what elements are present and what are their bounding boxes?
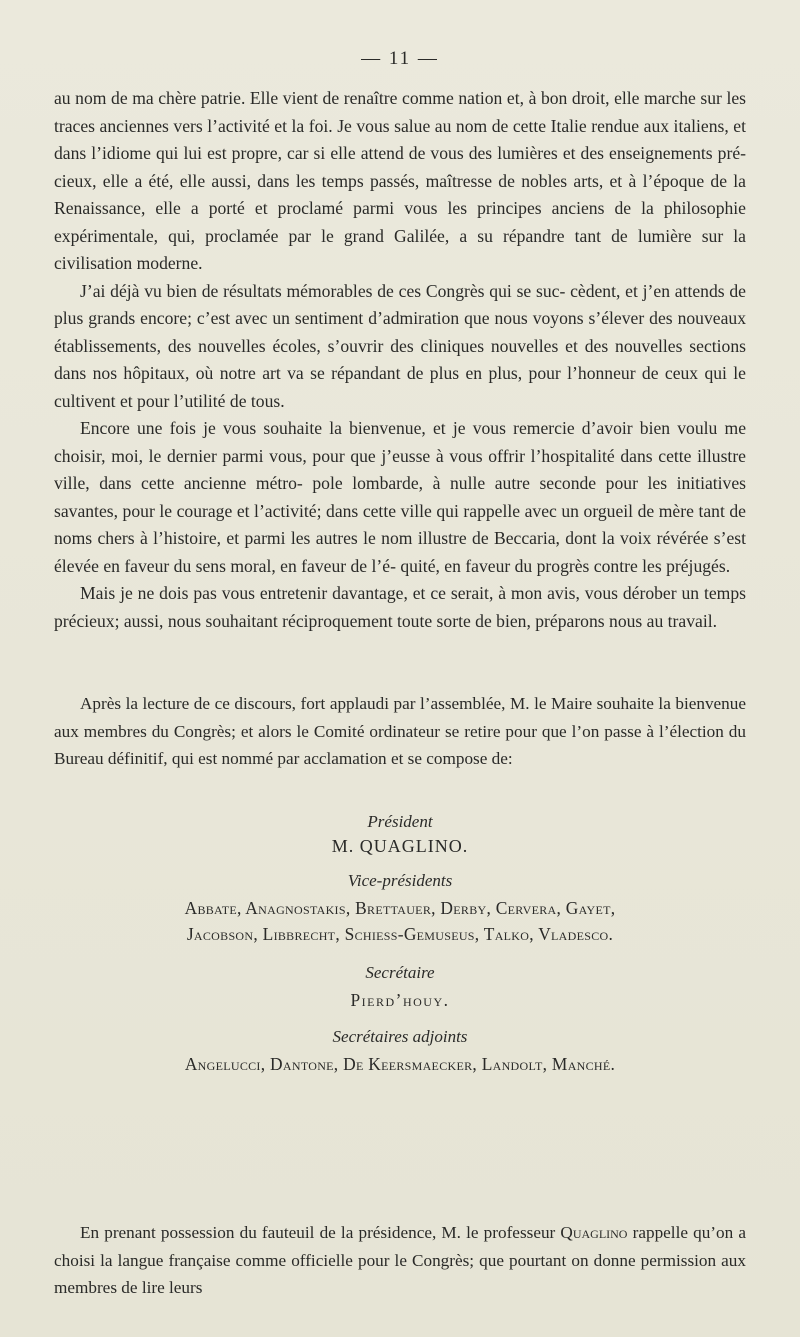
closing-text-start: En prenant possession du fauteuil de la présidence, M. le professeur xyxy=(80,1223,561,1242)
speech-paragraph-3: Encore une fois je vous souhaite la bienvenue, et je vous remercie d’avoir bien voulu me choisir, moi, le dernier parmi vous, pour que j’eusse à vous offrir l’hospitalité dans cette illustre ville, dans cette ancienne métro- pole lombarde, à nulle autre seconde pour les initiatives savantes, pour le courage et l’activité; dans cette ville qui rappelle avec un orgueil de mère tant de noms chers à l’histoire, et parmi les autres le nom illustre de Beccaria, dont la voix révérée s’est élevée en faveur du sens moral, en faveur de l’é- quité, en faveur du progrès contre les préjugés. xyxy=(54,418,746,576)
speech-paragraph-4: Mais je ne dois pas vous entretenir davantage, et ce serait, à mon avis, vous dérober un temps précieux; aussi, nous souhaitant réciproquement toute sorte de bien, préparons nous au travail. xyxy=(54,583,746,631)
speech-text xyxy=(54,85,746,635)
closing-name: Quaglino xyxy=(560,1223,628,1242)
speech-paragraph-1: au nom de ma chère patrie. Elle vient de renaître comme nation et, à bon droit, elle marche sur les traces anciennes vers l’activité et la foi. Je vous salue au nom de cette Italie rendue aux italiens, et dans l’idiome qui lui est propre, car si elle attend de vous des lumières et des enseignements pré- cieux, elle a été, elle aussi, dans les temps passés, maîtresse de nobles arts, et à l’époque de la Renaissance, elle a porté et proclamé parmi vous les principes anciens de la philosophie expérimentale, qui, proclamée par le grand Galilée, a su répandre tant de lumière sur la civilisation moderne. xyxy=(54,88,746,273)
president-name: M. QUAGLINO. xyxy=(331,836,469,856)
secretary-name: Pierd’houy. xyxy=(350,990,450,1010)
closing-text-end: rappelle qu’on a choisi la langue française comme officielle pour le Congrès; que pourtant on donne permission aux membres de lire leurs xyxy=(54,1223,746,1297)
speech-paragraph-2: J’ai déjà vu bien de résultats mémorables de ces Congrès qui se suc- cèdent, et j’en attends de plus grands encore; c’est avec un sentiment d’admiration que nous voyons s’élever des nouveaux établissements, des nouvelles écoles, s’ouvrir des cliniques nouvelles et des nouvelles sections dans nos hôpitaux, où notre art va se répandant de plus en plus, pour l’honneur de ceux qui le cultivent et pour l’utilité de tous. xyxy=(54,280,746,411)
secretary-label: Secrétaire xyxy=(365,963,435,982)
vice-presidents-names-line-1: Abbate, Anagnostakis, Brettauer, Derby, Cervera, Gayet, xyxy=(184,898,616,918)
page-number: — 11 — xyxy=(361,48,439,69)
assistant-secretaries-label: Secrétaires adjoints xyxy=(332,1027,468,1046)
closing-text xyxy=(54,1219,746,1302)
assistant-secretaries-names: Angelucci, Dantone, De Keersmaecker, Landolt, Manché. xyxy=(184,1054,616,1074)
vice-presidents-names-line-2: Jacobson, Libbrecht, Schiess-Gemuseus, Talko, Vladesco. xyxy=(186,924,614,944)
narrative-paragraph: Après la lecture de ce discours, fort applaudi par l’assemblée, M. le Maire souhaite la bienvenue aux membres du Congrès; et alors le Comité ordinateur se retire pour que l’on passe à l’élection du Bureau définitif, qui est nommé par acclamation et se compose de: xyxy=(54,694,746,768)
closing-paragraph xyxy=(54,1219,746,1302)
vice-presidents-label: Vice-présidents xyxy=(347,871,453,890)
bureau-list xyxy=(54,810,746,1077)
narrative-text xyxy=(54,690,746,773)
president-label: Président xyxy=(367,812,433,831)
